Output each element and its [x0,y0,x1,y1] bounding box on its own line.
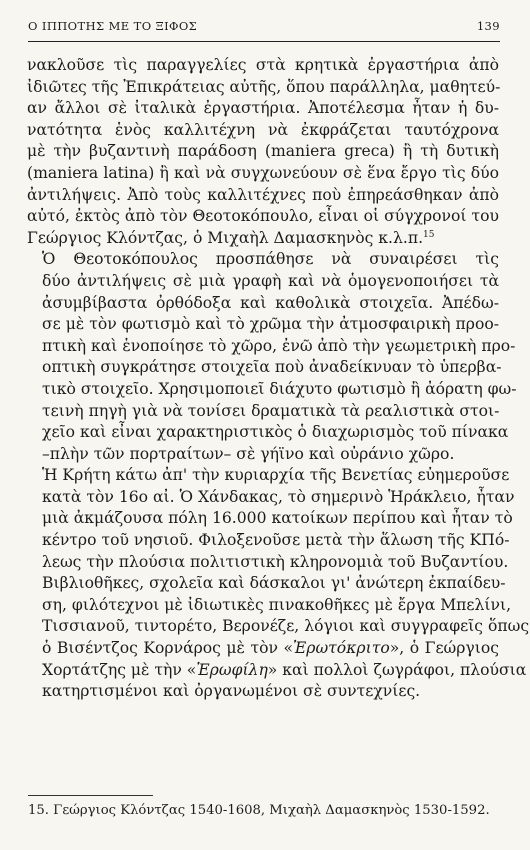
text-line: (maniera latina) ἢ καὶ νὰ συγχωνεύουν σὲ ἕνα ἔργο τὶς δύο [27,163,499,182]
text-line-content: Γεώργιος Κλόντζας, ὁ Μιχαὴλ Δαμασκηνὸς κ.λ.π. [27,228,424,247]
text-line: χεῖο καὶ εἶναι χαρακτηριστικὸς ὁ διαχωρισμὸς τοῦ πίνακα [42,423,509,442]
text-line: αν ἄλλοι σὲ ἰταλικὰ ἐργαστήρια. Ἀποτέλεσμα ἦταν ἡ δυ- [27,99,499,118]
text-line: ἀντιλήψεις. Ἀπὸ τοὺς καλλιτέχνες ποὺ ἐπηρεάσθηκαν ἀπὸ [27,185,499,204]
text-line: αὐτό, ἐκτὸς ἀπὸ τὸν Θεοτοκόπουλο, εἶναι οἱ σύγχρονοί του [27,207,499,226]
text-line: μὲ τὴν βυζαντινὴ παράδοση (maniera greca) ἢ τὴ δυτικὴ [27,142,499,161]
paragraph-2 [27,249,517,465]
text-line [27,660,527,682]
footnote-rule [28,795,153,796]
text-line [27,638,499,660]
footnote-ref: 15 [423,229,435,240]
header-rule [28,41,500,42]
text-line: κατηρτισμένοι καὶ ὀργανωμένοι σὲ συντεχνίες. [42,682,421,701]
text-line: νακλοῦσε τὶς παραγγελίες στὰ κρητικὰ ἐργαστήρια ἀπὸ [27,56,499,74]
text-line: ἰδιῶτες τῆς Ἐπικράτειας αὐτῆς, ὅπου παράλληλα, μαθητεύ- [27,77,501,96]
text-line: κατὰ τὸν 16ο αἰ. Ὁ Χάνδακας, τὸ σημερινὸ Ἡράκλειο, ἦταν [42,487,515,506]
footnote: 15. Γεώργιος Κλόντζας 1540-1608, Μιχαὴλ Δαμασκηνὸς 1530-1592. [28,803,490,818]
text-line: ἀσυμβίβαστα ὀρθόδοξα καὶ καθολικὰ στοιχεῖα. Ἀπέδω- [42,293,499,312]
text-line: σε μὲ τὸν φωτισμὸ καὶ τὸ χρῶμα τὴν ἀτμοσφαιρικὴ προο- [42,315,499,334]
text-fragment: » καὶ πολλοὶ ζωγράφοι, πλούσια [267,660,527,679]
book-title: Ἐρωτόκριτο [293,639,390,658]
text-line: νατότητα ἑνὸς καλλιτέχνη νὰ ἐκφράζεται ταυτόχρονα [27,120,499,139]
text-line: κέντρο τοῦ νησιοῦ. Φιλοξενοῦσε μετὰ τὴν ἅλωση τῆς ΚΠό- [42,531,510,550]
text-line: λεως τὴν πλούσια πολιτιστικὴ κληρονομιὰ τοῦ Βυζαντίου. [42,552,509,571]
text-line: τικὸ στοιχεῖο. Χρησιμοποιεῖ διάχυτο φωτισμὸ ἢ ἀόρατη φω- [42,379,517,398]
text-line: πτικὴ καὶ ἑνοποίησε τὸ χῶρο, ἐνῶ ἀπὸ τὴν γεωμετρικὴ προ- [42,336,516,355]
paragraph-3 [27,465,530,703]
text-line: Βιβλιοθῆκες, σχολεῖα καὶ δάσκαλοι γι' ἀνώτερη ἐκπαίδευ- [42,574,506,593]
text-line [27,228,499,250]
text-line: –πλὴν τῶν πορτραίτων– σὲ γήϊνο καὶ οὐράνιο χῶρο. [42,444,455,463]
text-line: Ὁ Θεοτοκόπουλος προσπάθησε νὰ συναιρέσει τὶς [42,250,499,269]
text-line: Τισσιανοῦ, τιντορέτο, Βερονέζε, λόγιοι καὶ συγγραφεῖς ὅπως [42,617,530,636]
text-line: τεινὴ πηγὴ γιὰ νὰ τονίσει δραματικὰ τὰ ρεαλιστικὰ στοι- [42,401,500,420]
text-line: ση, φιλότεχνοι μὲ ἰδιωτικὲς πινακοθῆκες μὲ ἔργα Μπελίνι, [42,595,512,614]
running-header [28,19,500,33]
text-line: μιὰ ἀκμάζουσα πόλη 16.000 κατοίκων περίπου καὶ ἦταν τὸ [42,509,513,528]
body-text [27,55,530,703]
paragraph-1 [27,55,499,249]
page-number: 139 [476,19,500,33]
text-fragment: ὁ Βισέντζος Κορνάρος μὲ τὸν « [42,639,293,658]
running-title: Ο ΙΠΠΟΤΗΣ ΜΕ ΤΟ ΞΙΦΟΣ [28,19,198,33]
text-line: Ἡ Κρήτη κάτω ἀπ' τὴν κυριαρχία τῆς Βενετίας εὐημεροῦσε [42,466,510,485]
text-line: οπτικὴ συγκράτησε στοιχεῖα ποὺ ἀναδείκνυαν τὸ ὑπερβα- [42,358,502,377]
book-title: Ἐρωφίλη [196,660,268,679]
text-fragment: Χορτάτζης μὲ τὴν « [42,660,197,679]
text-line: δύο ἀντιλήψεις σὲ μιὰ γραφὴ καὶ νὰ ὁμογενοποιήσει τὰ [42,271,499,290]
text-fragment: », ὁ Γεώργιος [389,639,499,658]
